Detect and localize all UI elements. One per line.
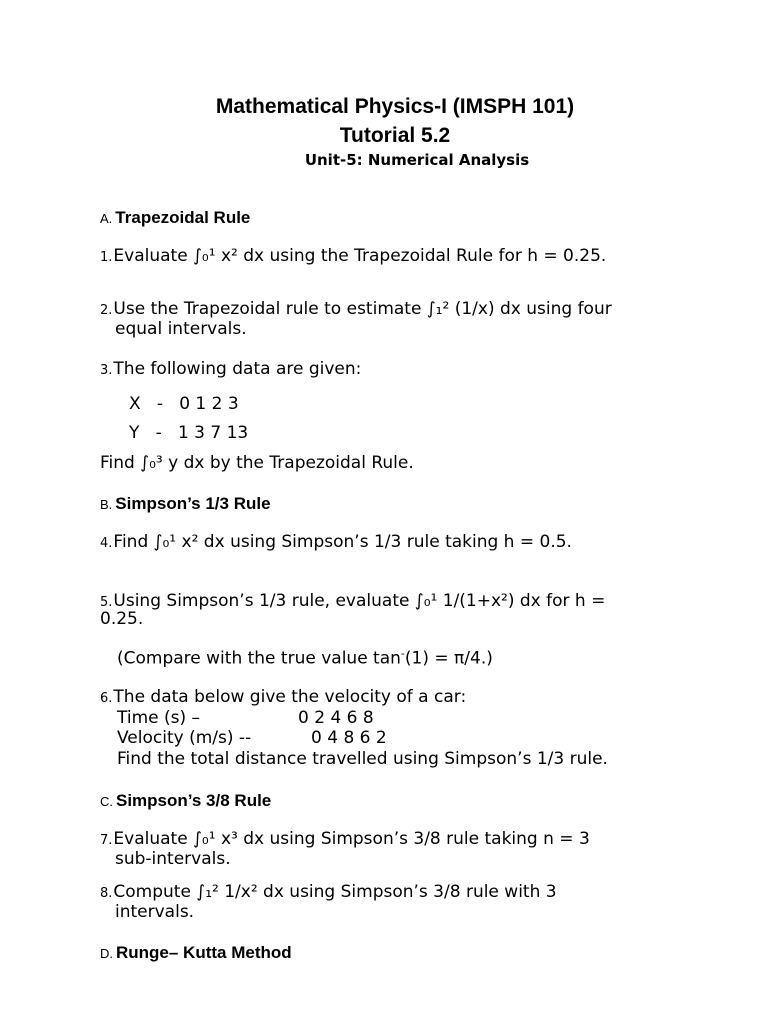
data-row-y: Y - 1 3 7 13 bbox=[129, 423, 249, 443]
section-a-heading bbox=[100, 208, 250, 228]
question-5 bbox=[100, 591, 605, 611]
question-number: 5. bbox=[100, 595, 113, 610]
time-label: Time (s) – bbox=[117, 708, 201, 728]
time-values: 0 2 4 6 8 bbox=[298, 708, 374, 728]
question-3 bbox=[100, 359, 361, 379]
question-number: 1. bbox=[100, 250, 113, 265]
question-8 bbox=[100, 882, 557, 902]
question-1 bbox=[100, 246, 606, 266]
section-letter: B. bbox=[100, 497, 113, 512]
question-text: Evaluate ∫₀¹ x³ dx using Simpson’s 3/8 rule taking n = 3 bbox=[113, 829, 590, 849]
data-row-x: X - 0 1 2 3 bbox=[129, 394, 239, 414]
question-7 bbox=[100, 829, 590, 849]
section-b-heading bbox=[100, 494, 271, 514]
section-c-heading bbox=[100, 791, 271, 811]
section-d-heading bbox=[100, 943, 292, 963]
question-text: Evaluate ∫₀¹ x² dx using the Trapezoidal Rule for h = 0.25. bbox=[113, 246, 607, 266]
question-5-compare bbox=[117, 647, 493, 669]
section-title: Simpson’s 1/3 Rule bbox=[115, 494, 271, 513]
compare-superscript: - bbox=[400, 647, 405, 660]
question-7-continued: sub-intervals. bbox=[115, 849, 231, 869]
section-title: Trapezoidal Rule bbox=[115, 208, 251, 227]
section-title: Simpson’s 3/8 Rule bbox=[116, 791, 272, 810]
section-title: Runge– Kutta Method bbox=[116, 943, 292, 962]
section-letter: C. bbox=[100, 794, 113, 809]
question-6-find: Find the total distance travelled using Simpson’s 1/3 rule. bbox=[117, 749, 608, 769]
compare-text: (Compare with the true value tan bbox=[117, 648, 401, 669]
question-4 bbox=[100, 532, 572, 552]
question-number: 2. bbox=[100, 303, 113, 318]
question-text: Using Simpson’s 1/3 rule, evaluate ∫₀¹ 1/(1+x²) dx for h = bbox=[113, 591, 606, 611]
velocity-label: Velocity (m/s) -- bbox=[117, 728, 252, 748]
question-3-find: Find ∫₀³ y dx by the Trapezoidal Rule. bbox=[100, 453, 414, 473]
question-number: 3. bbox=[100, 363, 113, 378]
section-letter: D. bbox=[100, 946, 113, 961]
velocity-values: 0 4 8 6 2 bbox=[311, 728, 387, 748]
question-number: 8. bbox=[100, 886, 113, 901]
question-2 bbox=[100, 299, 612, 319]
question-number: 7. bbox=[100, 833, 113, 848]
question-8-continued: intervals. bbox=[115, 902, 195, 922]
question-text: Find ∫₀¹ x² dx using Simpson’s 1/3 rule taking h = 0.5. bbox=[113, 532, 572, 552]
question-number: 4. bbox=[100, 536, 113, 551]
section-letter: A. bbox=[100, 211, 113, 226]
question-5-continued: 0.25. bbox=[100, 609, 144, 629]
question-6 bbox=[100, 687, 466, 707]
page-title: Mathematical Physics-I (IMSPH 101) bbox=[215, 95, 575, 118]
tutorial-number: Tutorial 5.2 bbox=[339, 124, 451, 147]
compare-text-end: (1) = π/4.) bbox=[404, 648, 493, 669]
question-number: 6. bbox=[100, 691, 113, 706]
question-text: The following data are given: bbox=[113, 359, 362, 379]
question-text: Compute ∫₁² 1/x² dx using Simpson’s 3/8 rule with 3 bbox=[113, 882, 557, 902]
question-2-continued: equal intervals. bbox=[115, 319, 247, 339]
question-text: Use the Trapezoidal rule to estimate ∫₁² (1/x) dx using four bbox=[113, 299, 612, 319]
unit-heading: Unit-5: Numerical Analysis bbox=[304, 151, 530, 169]
question-text: The data below give the velocity of a car: bbox=[113, 687, 467, 707]
